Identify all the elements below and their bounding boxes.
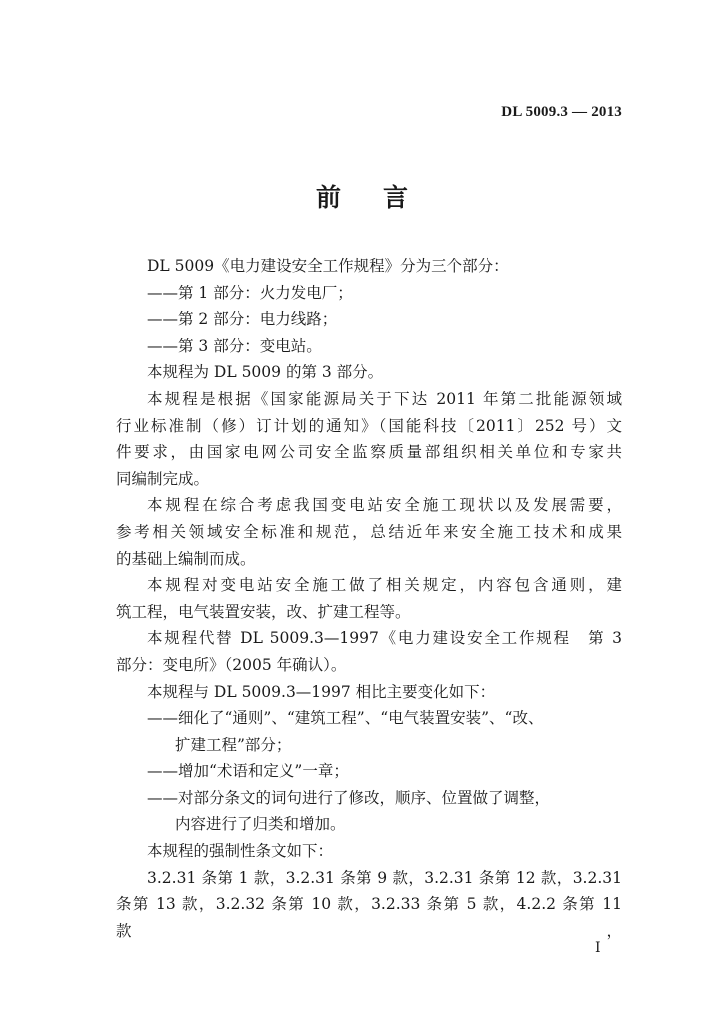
paragraph-line: 本规程在综合考虑我国变电站安全施工现状以及发展需要， [147,496,622,515]
paragraph-line: 本规程代替 DL 5009.3—1997《电力建设安全工作规程 第 3 [147,629,622,648]
paragraph-line: 部分：变电所》（2005 年确认）。 [116,655,347,674]
list-item: ——第 1 部分：火力发电厂； [147,283,353,302]
paragraph-line: 本规程是根据《国家能源局关于下达 2011 年第二批能源领域 [147,389,622,408]
paragraph-line: 本规程对变电站安全施工做了相关规定，内容包含通则，建 [147,576,622,595]
page-title: 前言 [315,183,450,212]
list-item: ——第 3 部分：变电站。 [147,336,322,355]
paragraph-line: 参考相关领域安全标准和规范，总结近年来安全施工技术和成果 [116,522,622,541]
paragraph-line: 3.2.31 条第 1 款，3.2.31 条第 9 款，3.2.31 条第 12 款，3.2.31 [147,868,622,887]
page-number: I [595,940,601,956]
paragraph-line: 筑工程，电气装置安装，改、扩建工程等。 [116,602,411,621]
paragraph-line: 件要求，由国家电网公司安全监察质量部组织相关单位和专家共 [116,443,622,462]
preface-body [116,253,622,940]
paragraph-line: 条第 13 款，3.2.32 条第 10 款，3.2.33 条第 5 款，4.2.2 条第 11 款， [116,895,622,940]
paragraph-line: 同编制完成。 [116,469,210,488]
paragraph-line: 的基础上编制而成。 [116,549,256,568]
paragraph-line: 本规程为 DL 5009 的第 3 部分。 [147,363,384,382]
standard-code: DL 5009.3 — 2013 [501,104,622,120]
paragraph-line: DL 5009《电力建设安全工作规程》分为三个部分： [147,257,509,275]
list-item: ——增加“术语和定义”一章； [147,762,349,781]
list-item-continuation: 内容进行了归类和增加。 [175,815,346,834]
paragraph-line: 行业标准制（修）订计划的通知》（国能科技〔2011〕252 号）文 [116,416,622,435]
paragraph-line: 本规程与 DL 5009.3—1997 相比主要变化如下： [147,682,496,701]
list-item-continuation: 扩建工程”部分； [175,735,292,754]
list-item: ——对部分条文的词句进行了修改，顺序、位置做了调整， [147,788,551,807]
list-item: ——细化了“通则”、“建筑工程”、“电气装置安装”、“改、 [147,709,544,728]
paragraph-line: 本规程的强制性条文如下： [147,842,334,861]
list-item: ——第 2 部分：电力线路； [147,310,338,329]
